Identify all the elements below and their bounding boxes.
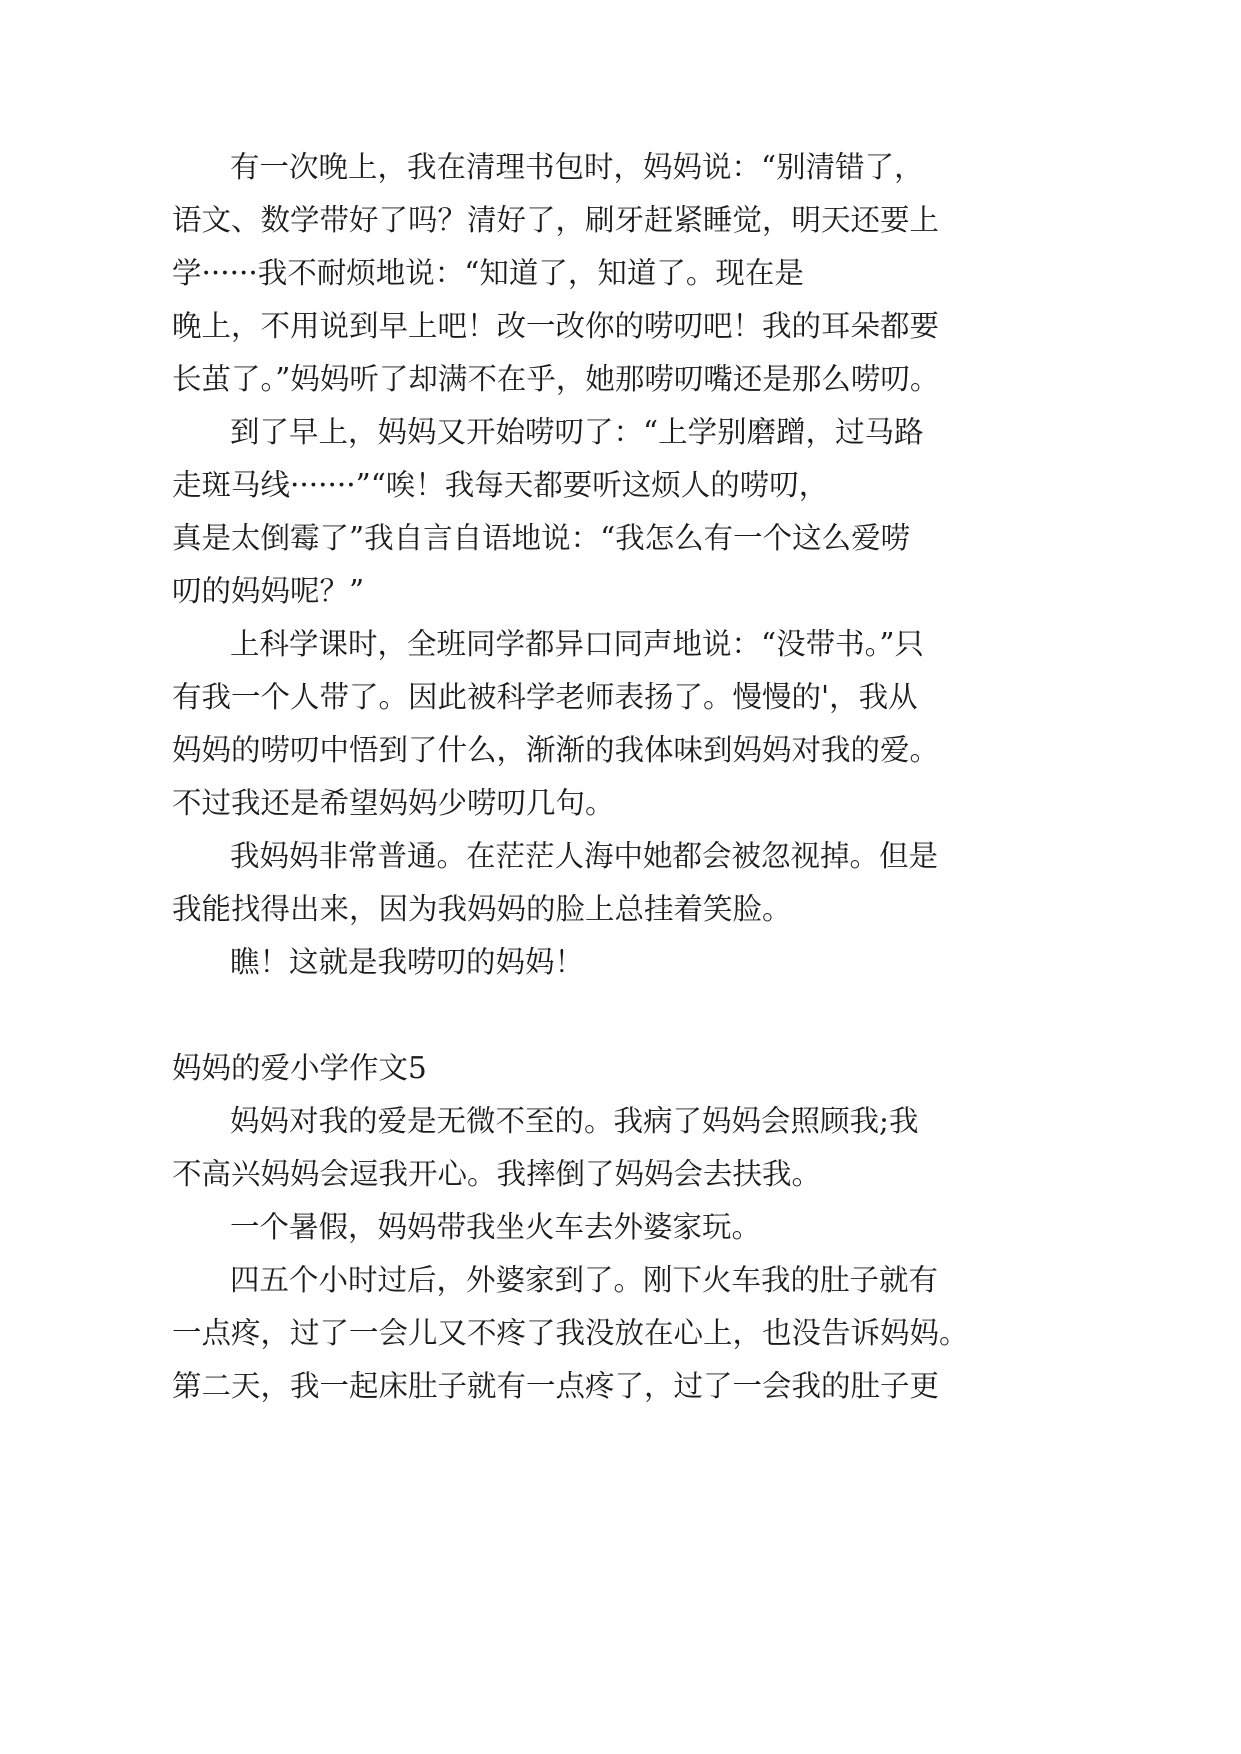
paragraph xyxy=(172,830,1012,936)
text-line: 瞧！这就是我唠叨的妈妈！ xyxy=(230,945,585,979)
text-line: 妈妈的唠叨中悟到了什么，渐渐的我体味到妈妈对我的爱。 xyxy=(172,733,940,767)
text-line: 走斑马线·······”“唉！我每天都要听这烦人的唠叨， xyxy=(172,468,829,502)
paragraph xyxy=(172,618,1012,830)
text-line: 有我一个人带了。因此被科学老师表扬了。慢慢的'，我从 xyxy=(172,680,918,714)
text-line: 上科学课时，全班同学都异口同声地说：“没带书。”只 xyxy=(230,627,924,661)
paragraph xyxy=(172,936,1012,989)
text-line: 不过我还是希望妈妈少唠叨几句。 xyxy=(172,786,615,820)
paragraph xyxy=(172,141,1012,406)
text-line: 我能找得出来，因为我妈妈的脸上总挂着笑脸。 xyxy=(172,892,792,926)
text-line: 语文、数学带好了吗？清好了，刷牙赶紧睡觉，明天还要上 xyxy=(172,203,940,237)
text-line: 长茧了。”妈妈听了却满不在乎，她那唠叨嘴还是那么唠叨。 xyxy=(172,362,940,396)
paragraph xyxy=(172,1095,1012,1201)
text-line: 有一次晚上，我在清理书包时，妈妈说：“别清错了， xyxy=(230,150,924,184)
text-line: 不高兴妈妈会逗我开心。我摔倒了妈妈会去扶我。 xyxy=(172,1157,822,1191)
text-line: 四五个小时过后，外婆家到了。刚下火车我的肚子就有 xyxy=(230,1263,939,1297)
paragraph xyxy=(172,1201,1012,1254)
text-line: 一点疼，过了一会儿又不疼了我没放在心上，也没告诉妈妈。 xyxy=(172,1316,969,1350)
text-line: 学······我不耐烦地说：“知道了，知道了。现在是 xyxy=(172,256,804,290)
blank-line xyxy=(172,989,1012,1042)
text-line: 一个暑假，妈妈带我坐火车去外婆家玩。 xyxy=(230,1210,762,1244)
paragraph xyxy=(172,406,1012,618)
text-line: 晚上，不用说到早上吧！改一改你的唠叨吧！我的耳朵都要 xyxy=(172,309,940,343)
text-line: 叨的妈妈呢？” xyxy=(172,574,365,608)
document-body xyxy=(172,141,1012,1413)
text-line: 真是太倒霉了”我自言自语地说：“我怎么有一个这么爱唠 xyxy=(172,521,911,555)
text-line: 到了早上，妈妈又开始唠叨了：“上学别磨蹭，过马路 xyxy=(230,415,924,449)
text-line: 第二天，我一起床肚子就有一点疼了，过了一会我的肚子更 xyxy=(172,1369,940,1403)
section-title: 妈妈的爱小学作文5 xyxy=(172,1051,427,1085)
text-line: 我妈妈非常普通。在茫茫人海中她都会被忽视掉。但是 xyxy=(230,839,939,873)
text-line: 妈妈对我的爱是无微不至的。我病了妈妈会照顾我;我 xyxy=(230,1104,919,1138)
paragraph xyxy=(172,1254,1012,1413)
